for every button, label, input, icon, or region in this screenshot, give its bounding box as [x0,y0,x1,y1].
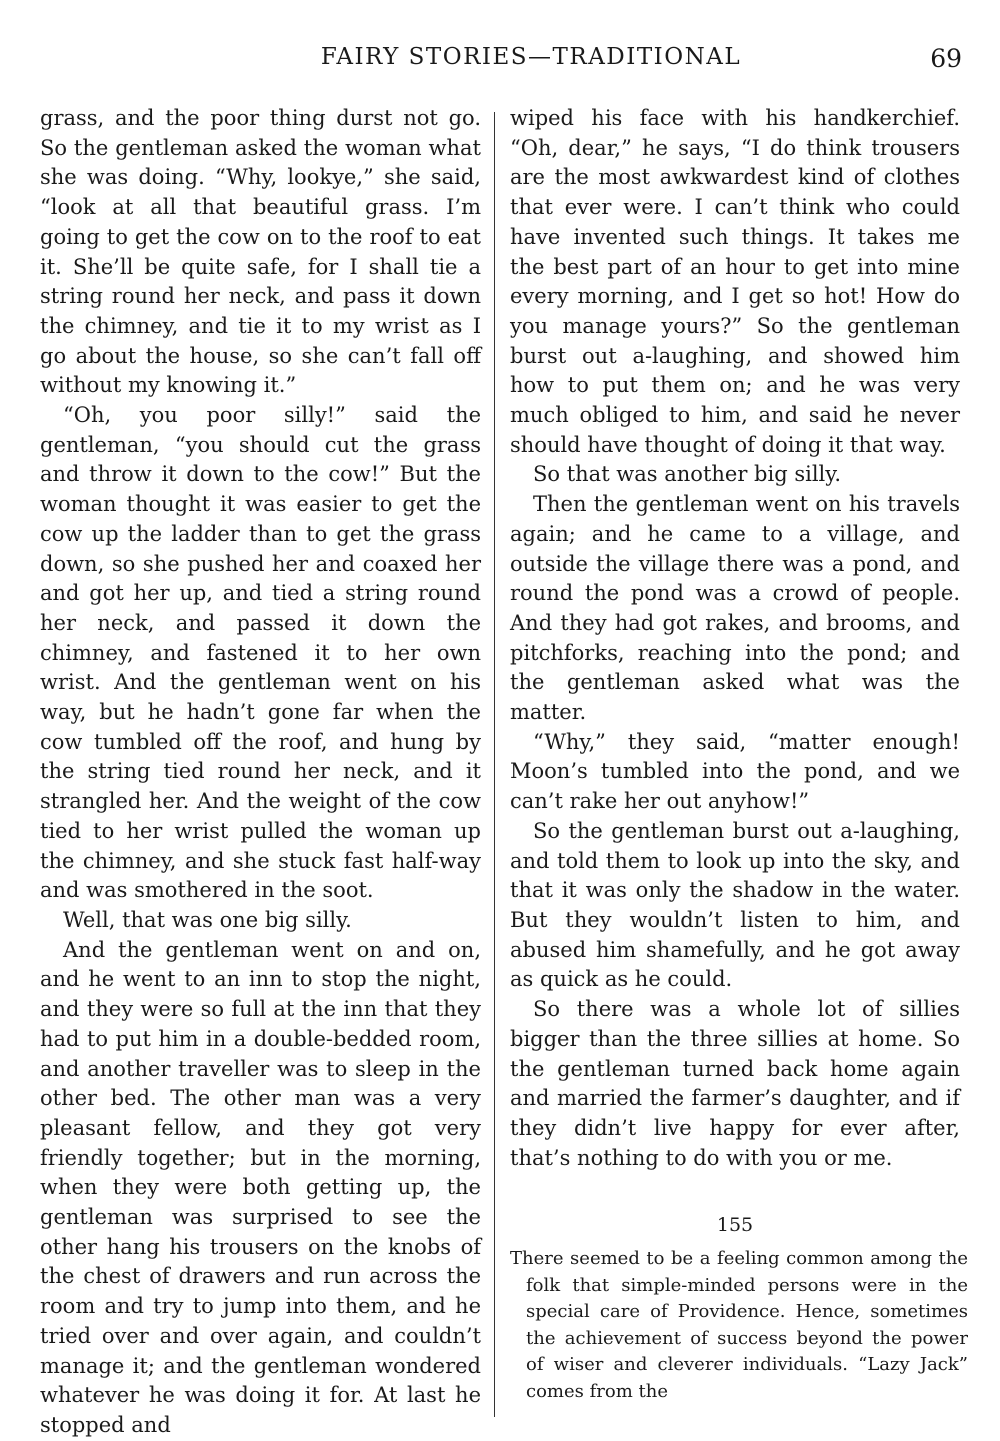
paragraph: wiped his face with his handkerchief. “Oh, dear,” he says, “I do think trousers are the most awkwardest kind of clothes that ever were. I can’t think who could have invented such things. It takes me the best part of an hour to get into mine every morning, and I get so hot! How do you manage yours?” So the gentleman burst out a-laughing, and showed him how to put them on; and he was very much obliged to him, and said he never should have thought of doing it that way. [510,106,960,457]
paragraph: Well, that was one big silly. [63,907,352,932]
paragraph: grass, and the poor thing durst not go. So the gentleman asked the woman what she was doing. “Why, lookye,” she said, “look at all that beautiful grass. I’m going to get the cow on to the roof to eat it. She’ll be quite safe, for I shall tie a string round her neck, and pass it down the chimney, and tie it to my wrist as I go about the house, so she can’t fall off without my knowing it.” [40,106,481,398]
page-number: 69 [930,44,962,73]
note-text: There seemed to be a feeling common among the folk that simple-minded persons were in the special care of Providence. Hence, sometimes the achievement of success beyond the power of wiser and cleverer individuals. “Lazy Jack” comes from the [510,1248,968,1402]
paragraph: “Why,” they said, “matter enough! Moon’s tumbled into the pond, and we can’t rake her out anyhow!” [510,729,960,814]
left-column [40,104,481,1441]
note-number: 155 [716,1214,754,1236]
paragraph: So the gentleman burst out a-laughing, and told them to look up into the sky, and that it was only the shadow in the water. But they wouldn’t listen to him, and abused him shamefully, and he got away as quick as he could. [510,818,960,992]
column-divider [494,112,495,1417]
paragraph: “Oh, you poor silly!” said the gentleman, “you should cut the grass and throw it down to the cow!” But the woman thought it was easier to get the cow up the ladder than to get the grass down, so she pushed her and coaxed her and got her up, and tied a string round her neck, and passed it down the chimney, and fastened it to her own wrist. And the gentleman went on his way, but he hadn’t gone far when the cow tumbled off the roof, and hung by the string tied round her neck, and it strangled her. And the weight of the cow tied to her wrist pulled the woman up the chimney, and she stuck fast half-way and was smothered in the soot. [40,403,481,903]
right-column [510,104,960,1173]
running-head [40,44,962,84]
running-title: FAIRY STORIES—TRADITIONAL [320,44,742,70]
paragraph: So there was a whole lot of sillies bigger than the three sillies at home. So the gentleman turned back home again and married the farmer’s daughter, and if they didn’t live happy for ever after, that’s nothing to do with you or me. [510,997,960,1170]
paragraph: So that was another big silly. [533,462,841,487]
paragraph: And the gentleman went on and on, and he went to an inn to stop the night, and they were so full at the inn that they had to put him in a double-bedded room, and another traveller was to sleep in the other bed. The other man was a very pleasant fellow, and they got very friendly together; but in the morning, when they were both getting up, the gentleman was surprised to see the other hang his trousers on the knobs of the chest of drawers and run across the room and try to jump into them, and he tried over and over again, and couldn’t manage it; and the gentleman wondered whatever he was doing it for. At last he stopped and [40,937,481,1437]
paragraph: Then the gentleman went on his travels again; and he came to a village, and outside the village there was a pond, and round the pond was a crowd of people. And they had got rakes, and brooms, and pitchforks, reaching into the pond; and the gentleman asked what was the matter. [510,492,960,725]
